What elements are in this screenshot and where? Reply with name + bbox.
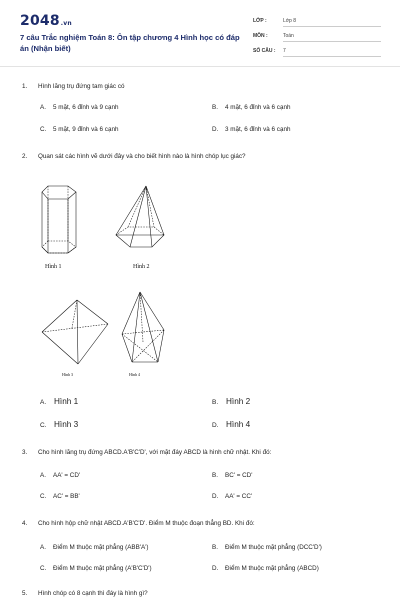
figure-pyramid-4 <box>118 290 168 365</box>
option-text: Hình 3 <box>54 420 79 429</box>
option-key: C. <box>40 565 47 572</box>
option-1d[interactable] <box>212 126 290 133</box>
option-text: AC' = BB' <box>53 493 80 500</box>
option-text: Hình 1 <box>54 397 79 406</box>
meta-value: Toán <box>283 33 381 42</box>
question-number: 4. <box>22 520 28 527</box>
option-text: AA' = CC' <box>225 493 253 500</box>
option-text: 4 mặt, 6 đỉnh và 6 cạnh <box>225 104 291 111</box>
option-key: D. <box>212 493 219 500</box>
option-4a[interactable] <box>40 544 149 551</box>
option-4c[interactable] <box>40 565 152 572</box>
figure-hexagonal-pyramid <box>112 183 172 253</box>
option-text: 3 mặt, 6 đỉnh và 6 cạnh <box>225 126 291 133</box>
question-text: Hình lăng trụ đứng tam giác có <box>38 83 125 90</box>
option-2d[interactable] <box>212 420 250 429</box>
figure-caption-1: Hình 1 <box>45 264 62 270</box>
option-2a[interactable] <box>40 397 78 406</box>
option-text: BC' = CD' <box>225 472 253 479</box>
logo-tld: .vn <box>60 20 72 27</box>
meta-value: 7 <box>283 48 381 57</box>
question-number: 3. <box>22 449 28 456</box>
option-key: A. <box>40 104 46 111</box>
question-2 <box>22 153 246 160</box>
question-number: 2. <box>22 153 28 160</box>
option-text: Điểm M thuộc mặt phẳng (DCC'D') <box>225 544 322 551</box>
option-text: Hình 2 <box>226 397 251 406</box>
option-key: D. <box>212 565 219 572</box>
option-3c[interactable] <box>40 493 80 500</box>
option-key: B. <box>212 399 219 406</box>
worksheet-title: 7 câu Trắc nghiệm Toán 8: Ôn tập chương 4 Hình học có đáp án (Nhận biết) <box>20 33 240 53</box>
figure-caption-2: Hình 2 <box>133 264 150 270</box>
option-4d[interactable] <box>212 565 319 572</box>
option-key: A. <box>40 544 46 551</box>
option-3b[interactable] <box>212 472 252 479</box>
option-text: 5 mặt, 6 đỉnh và 9 cạnh <box>53 104 119 111</box>
option-text: AA' = CD' <box>53 472 81 479</box>
option-key: B. <box>212 104 218 111</box>
option-2c[interactable] <box>40 420 78 429</box>
option-key: D. <box>212 126 219 133</box>
site-logo[interactable] <box>20 13 72 29</box>
figure-hexagonal-prism <box>38 183 88 253</box>
question-number: 5. <box>22 590 28 597</box>
option-key: C. <box>40 422 47 429</box>
question-text: Cho hình lăng trụ đứng ABCD.A'B'C'D', với mặt đáy ABCD là hình chữ nhật. Khi đó: <box>38 449 272 456</box>
meta-value: Lớp 8 <box>283 18 381 27</box>
option-4b[interactable] <box>212 544 322 551</box>
question-text: Hình chóp có 8 cạnh thì đáy là hình gì? <box>38 590 148 597</box>
question-text: Cho hình hộp chữ nhật ABCD.A'B'C'D'. Điểm M thuộc đoạn thẳng BD. Khi đó: <box>38 520 255 527</box>
option-key: A. <box>40 399 47 406</box>
option-2b[interactable] <box>212 397 250 406</box>
question-number: 1. <box>22 83 28 90</box>
figure-caption-4: Hình 4 <box>129 372 140 377</box>
option-1c[interactable] <box>40 126 118 133</box>
figure-pyramid-3 <box>40 298 115 368</box>
meta-label: MÔN : <box>253 33 268 39</box>
meta-label: LỚP : <box>253 18 267 24</box>
option-text: Điểm M thuộc mặt phẳng (ABCD) <box>225 565 319 572</box>
header-divider <box>0 66 400 67</box>
question-4 <box>22 520 255 527</box>
option-text: 5 mặt, 9 đỉnh và 6 cạnh <box>53 126 119 133</box>
option-key: D. <box>212 422 219 429</box>
option-1a[interactable] <box>40 104 118 111</box>
question-5 <box>22 590 148 597</box>
option-key: B. <box>212 472 218 479</box>
meta-label: SỐ CÂU : <box>253 48 276 54</box>
option-3a[interactable] <box>40 472 80 479</box>
option-key: C. <box>40 126 47 133</box>
option-key: C. <box>40 493 47 500</box>
question-text: Quan sát các hình vẽ dưới đây và cho biết hình nào là hình chóp lục giác? <box>38 153 246 160</box>
logo-text: 2048 <box>20 13 60 29</box>
option-text: Điểm M thuộc mặt phẳng (A'B'C'D') <box>53 565 152 572</box>
question-3 <box>22 449 271 456</box>
figure-caption-3: Hình 3 <box>62 372 73 377</box>
option-text: Điểm M thuộc mặt phẳng (ABB'A') <box>53 544 149 551</box>
option-3d[interactable] <box>212 493 252 500</box>
option-text: Hình 4 <box>226 420 251 429</box>
question-1 <box>22 83 124 90</box>
option-key: B. <box>212 544 218 551</box>
option-1b[interactable] <box>212 104 290 111</box>
option-key: A. <box>40 472 46 479</box>
